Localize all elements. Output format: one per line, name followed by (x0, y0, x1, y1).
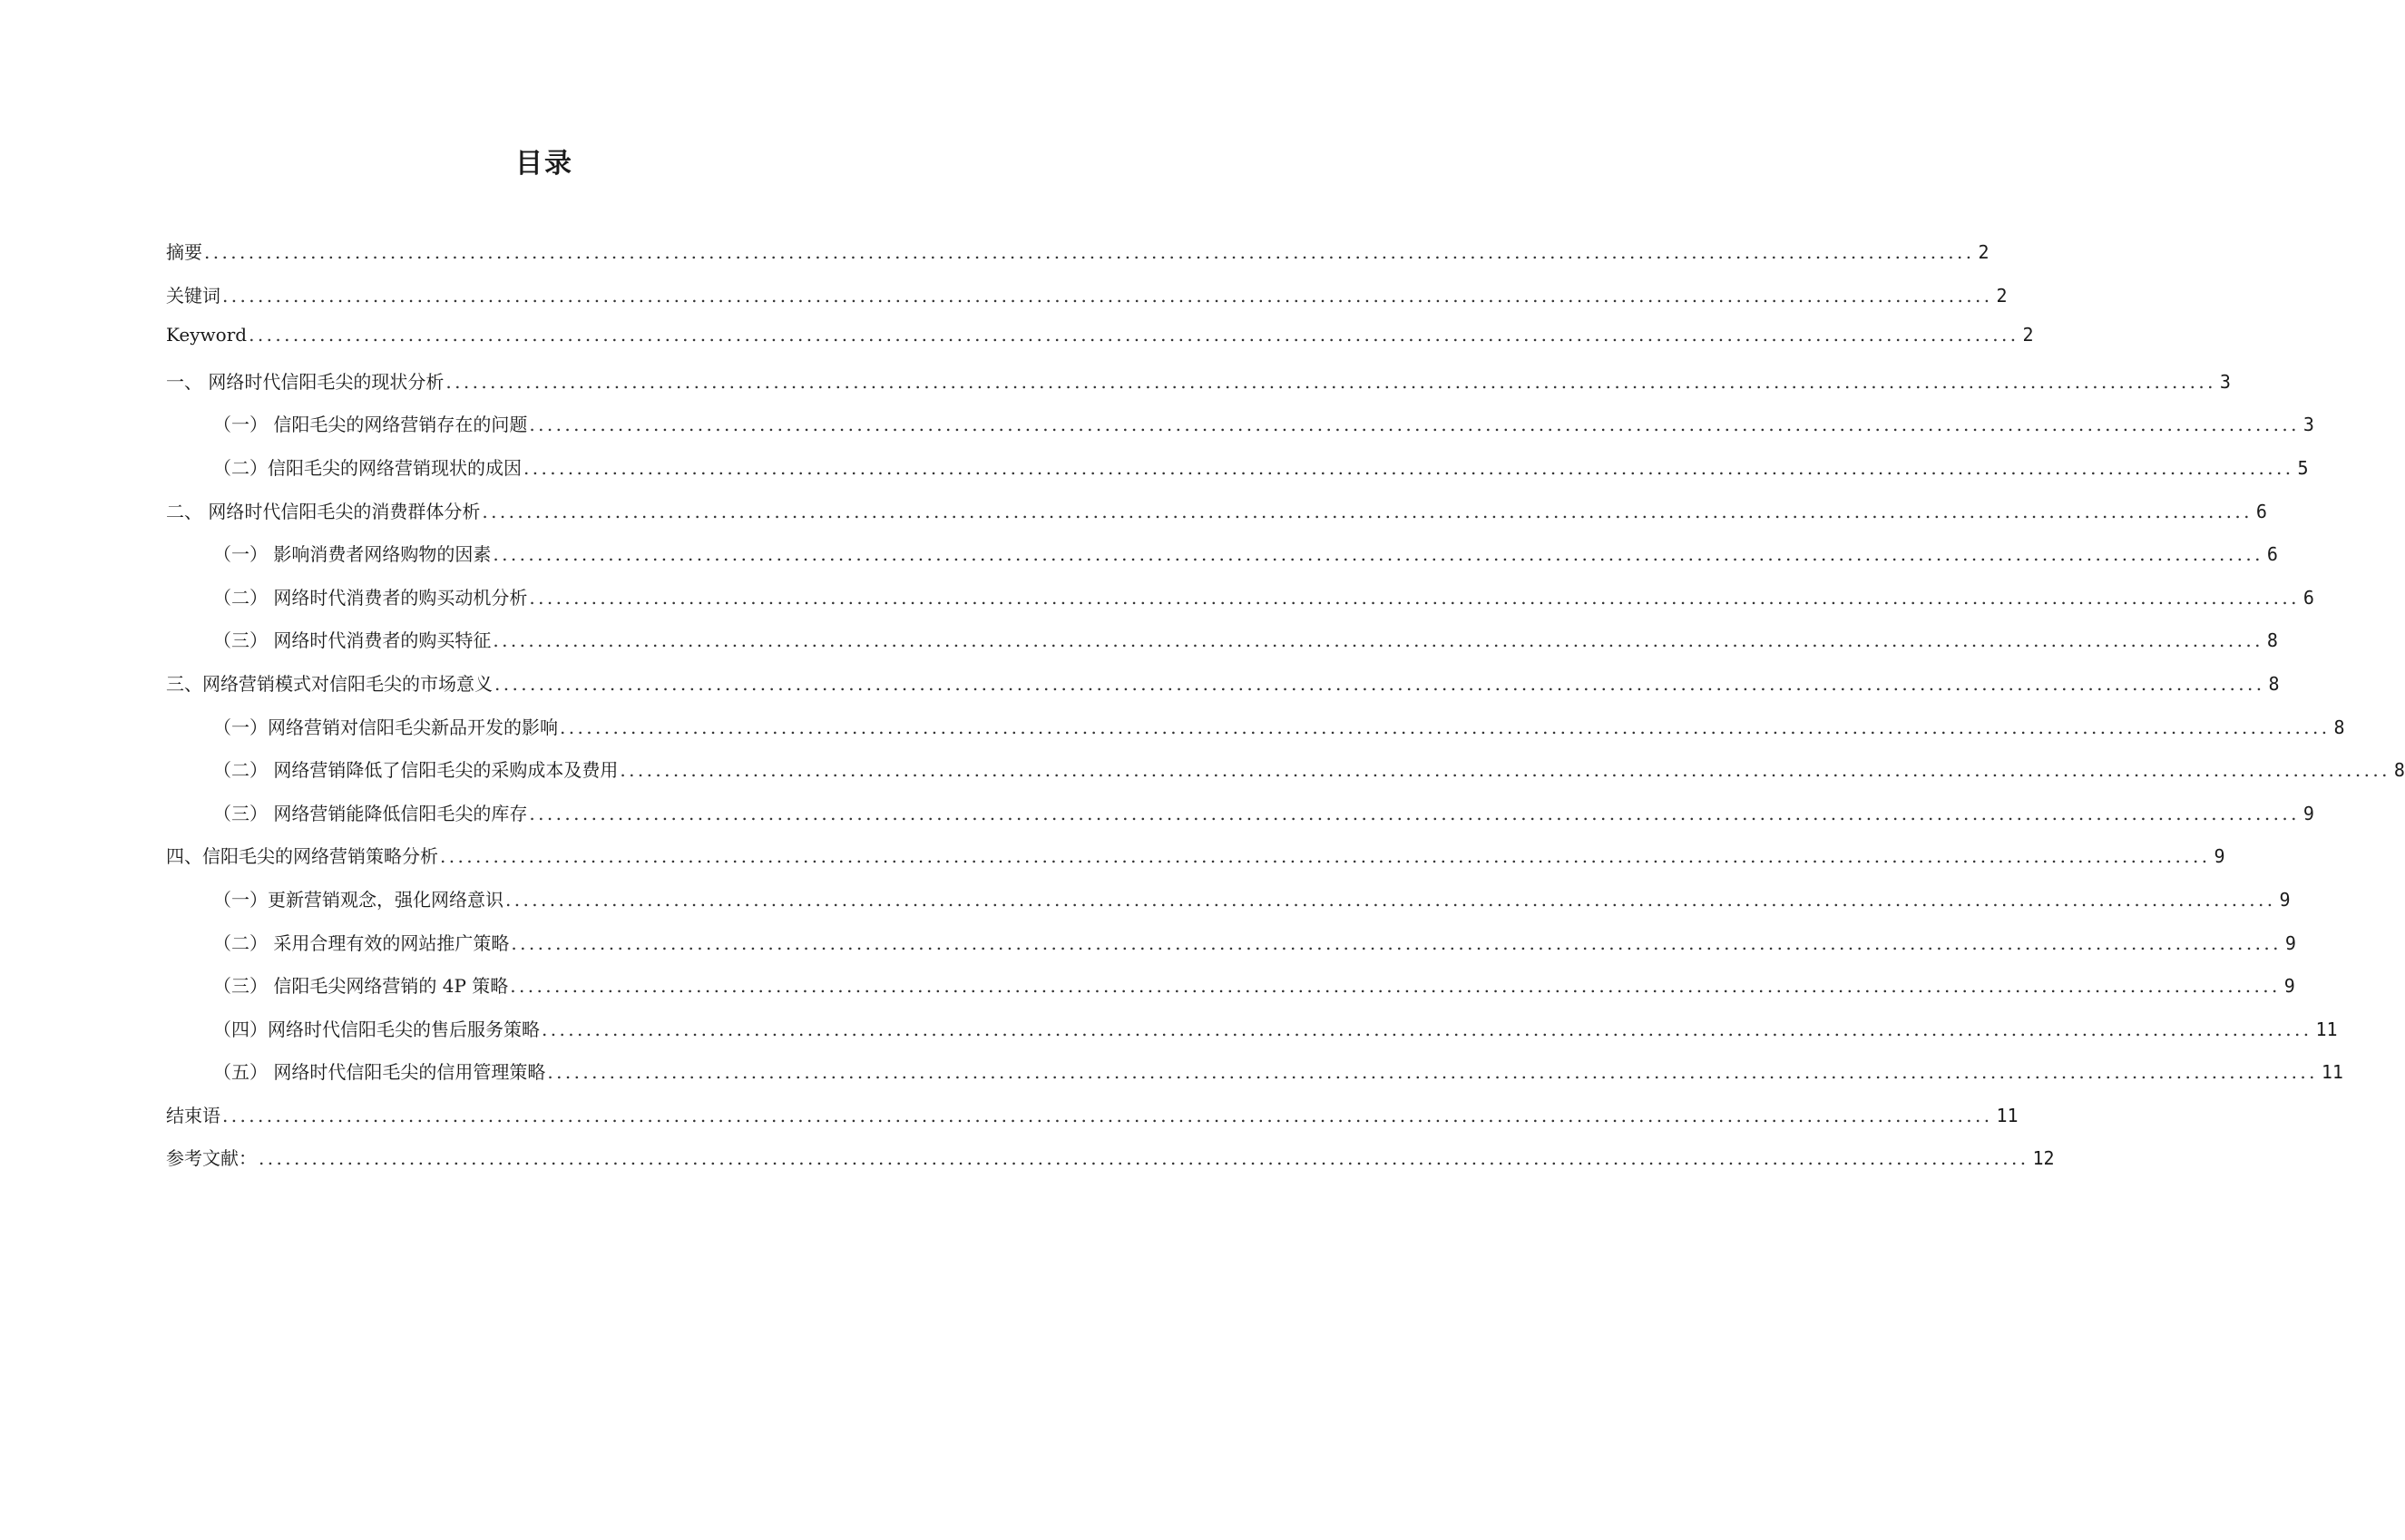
toc-entry-label: 关键词 (166, 284, 220, 307)
dot-leader: ........................................................................................................................................................................................................ (222, 284, 1993, 307)
dot-leader: ........................................................................................................................................................................................................ (510, 975, 2281, 998)
toc-entry-label: （一）网络营销对信阳毛尖新品开发的影响 (213, 716, 558, 738)
toc-entry (166, 281, 2008, 325)
table-of-contents (166, 238, 2405, 1187)
toc-entry (166, 1144, 2055, 1187)
toc-entry-page-number: 11 (1996, 1104, 2019, 1126)
dot-leader: ........................................................................................................................................................................................................ (620, 759, 2390, 782)
toc-entry-page-number: 6 (2255, 500, 2267, 522)
dot-leader: ........................................................................................................................................................................................................ (445, 370, 2216, 393)
toc-entry (166, 799, 2314, 843)
dot-leader: ........................................................................................................................................................................................................ (529, 414, 2300, 436)
dot-leader: ........................................................................................................................................................................................................ (482, 500, 2253, 522)
toc-entry (166, 1101, 2019, 1145)
dot-leader: ........................................................................................................................................................................................................ (547, 1061, 2318, 1084)
toc-entry (166, 238, 1990, 281)
dot-leader: ........................................................................................................................................................................................................ (560, 716, 2331, 738)
toc-entry-label: 结束语 (166, 1104, 220, 1126)
toc-entry-page-number: 9 (2214, 845, 2225, 868)
toc-entry-page-number: 6 (2266, 543, 2278, 566)
dot-leader: ........................................................................................................................................................................................................ (529, 586, 2300, 609)
toc-entry-page-number: 8 (2393, 759, 2405, 782)
toc-entry-label: （一） 影响消费者网络购物的因素 (213, 543, 492, 566)
toc-entry-page-number: 8 (2268, 672, 2280, 695)
toc-entry (166, 755, 2405, 799)
toc-entry-page-number: 9 (2279, 888, 2291, 911)
toc-entry-label: （一） 信阳毛尖的网络营销存在的问题 (213, 414, 528, 436)
toc-entry-label: 四、信阳毛尖的网络营销策略分析 (166, 845, 438, 868)
toc-entry (166, 929, 2296, 972)
toc-entry-page-number: 3 (2302, 414, 2314, 436)
dot-leader: ........................................................................................................................................................................................................ (493, 629, 2263, 652)
toc-entry-label: （二）信阳毛尖的网络营销现状的成因 (213, 456, 522, 479)
toc-entry-page-number: 8 (2333, 716, 2345, 738)
dot-leader: ........................................................................................................................................................................................................ (523, 456, 2294, 479)
dot-leader: ........................................................................................................................................................................................................ (494, 672, 2265, 695)
toc-entry-label: （三） 信阳毛尖网络营销的 4P 策略 (213, 975, 509, 998)
toc-entry-label: 三、网络营销模式对信阳毛尖的市场意义 (166, 672, 493, 695)
toc-entry-page-number: 2 (1996, 284, 2008, 307)
toc-entry-page-number: 9 (2283, 975, 2295, 998)
page-title: 目录 (515, 148, 573, 180)
toc-entry (166, 885, 2291, 929)
toc-entry (166, 583, 2314, 627)
dot-leader: ........................................................................................................................................................................................................ (505, 888, 2276, 911)
dot-leader: ........................................................................................................................................................................................................ (204, 241, 1975, 263)
toc-entry (166, 540, 2278, 583)
toc-entry-label: 参考文献： (166, 1147, 257, 1170)
toc-entry (166, 453, 2309, 497)
toc-entry (166, 367, 2231, 411)
toc-entry-page-number: 6 (2302, 586, 2314, 609)
toc-entry-label: （五） 网络时代信阳毛尖的信用管理策略 (213, 1061, 546, 1084)
toc-entry-page-number: 3 (2219, 370, 2231, 393)
toc-entry-label: Keyword (166, 324, 248, 346)
toc-entry-page-number: 8 (2266, 629, 2278, 652)
toc-entry-label: （二） 网络营销降低了信阳毛尖的采购成本及费用 (213, 759, 619, 782)
toc-entry-page-number: 11 (2321, 1061, 2343, 1084)
toc-entry-label: （四）网络时代信阳毛尖的售后服务策略 (213, 1018, 540, 1040)
dot-leader: ........................................................................................................................................................................................................ (542, 1018, 2312, 1040)
dot-leader: ........................................................................................................................................................................................................ (259, 1147, 2029, 1170)
toc-entry (166, 842, 2225, 885)
toc-entry (166, 1015, 2338, 1058)
toc-entry (166, 971, 2295, 1015)
toc-entry-label: 摘要 (166, 241, 202, 263)
toc-entry (166, 669, 2280, 713)
dot-leader: ........................................................................................................................................................................................................ (511, 931, 2282, 954)
toc-entry-label: （三） 网络时代消费者的购买特征 (213, 629, 492, 652)
dot-leader: ........................................................................................................................................................................................................ (222, 1104, 1993, 1126)
toc-entry (166, 410, 2314, 453)
toc-entry-label: 一、 网络时代信阳毛尖的现状分析 (166, 370, 445, 393)
toc-entry-page-number: 12 (2032, 1147, 2055, 1170)
dot-leader: ........................................................................................................................................................................................................ (529, 802, 2300, 824)
toc-entry-page-number: 9 (2284, 931, 2296, 954)
dot-leader: ........................................................................................................................................................................................................ (249, 324, 2019, 346)
toc-entry-label: （三） 网络营销能降低信阳毛尖的库存 (213, 802, 528, 824)
toc-entry-page-number: 2 (2022, 324, 2034, 346)
toc-entry (166, 324, 2034, 367)
toc-entry-page-number: 5 (2297, 456, 2309, 479)
toc-entry (166, 626, 2278, 669)
toc-entry-page-number: 11 (2315, 1018, 2338, 1040)
toc-entry-label: （一）更新营销观念，强化网络意识 (213, 888, 503, 911)
dot-leader: ........................................................................................................................................................................................................ (493, 543, 2263, 566)
toc-entry (166, 1058, 2343, 1101)
toc-entry (166, 497, 2267, 541)
toc-entry (166, 713, 2345, 756)
toc-entry-page-number: 9 (2302, 802, 2314, 824)
toc-entry-page-number: 2 (1978, 241, 1990, 263)
toc-entry-label: 二、 网络时代信阳毛尖的消费群体分析 (166, 500, 481, 522)
dot-leader: ........................................................................................................................................................................................................ (440, 845, 2211, 868)
toc-entry-label: （二） 网络时代消费者的购买动机分析 (213, 586, 528, 609)
toc-entry-label: （二） 采用合理有效的网站推广策略 (213, 931, 510, 954)
